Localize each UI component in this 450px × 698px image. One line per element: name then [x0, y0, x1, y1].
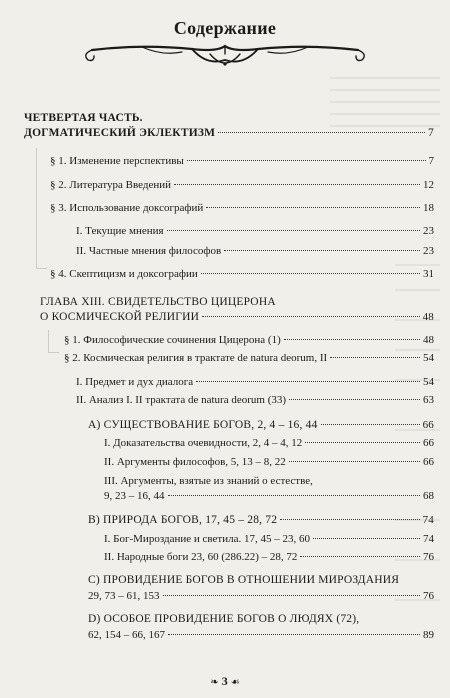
page-ref: 76 [423, 551, 434, 563]
page-ref: 66 [423, 437, 434, 449]
chapter-title-line2: О КОСМИЧЕСКОЙ РЕЛИГИИ [40, 311, 200, 323]
toc-entry-part4[interactable] [24, 127, 434, 140]
entry-title: I. Текущие мнения [76, 225, 164, 237]
leader-dots [218, 132, 425, 133]
toc-entry-a1[interactable] [104, 437, 434, 450]
toc-entry-c2-1[interactable] [76, 376, 434, 389]
entry-title-line1: III. Аргументы, взятые из знаний о естестве, [104, 475, 313, 487]
page-ref: 63 [423, 394, 434, 406]
entry-title-line1: D) ОСОБОЕ ПРОВИДЕНИЕ БОГОВ О ЛЮДЯХ (72), [88, 613, 360, 625]
toc-entry-a2[interactable] [104, 456, 434, 469]
page-ref: 76 [423, 590, 434, 602]
page-ref: 12 [423, 179, 434, 191]
entry-title: I. Бог-Мироздание и светила. 17, 45 – 23, 60 [104, 533, 310, 545]
page-ref: 48 [422, 311, 434, 323]
leader-dots [202, 316, 420, 317]
leader-dots [289, 399, 420, 400]
leader-dots [284, 339, 420, 340]
part-title-line1: ЧЕТВЕРТАЯ ЧАСТЬ. [24, 112, 143, 124]
leader-dots [224, 250, 420, 251]
ornament-left-icon: ❧ [210, 677, 219, 688]
toc-entry-ch13[interactable] [40, 311, 434, 324]
entry-title: II. Частные мнения философов [76, 245, 222, 257]
entry-title: § 4. Скептицизм и доксографии [50, 268, 198, 280]
toc-entry-a3[interactable] [104, 490, 434, 503]
toc-entry-s2[interactable] [50, 179, 434, 192]
entry-title: II. Анализ I. II трактата de natura deorum (33) [76, 394, 287, 406]
leader-dots [330, 357, 420, 358]
page-ref: 89 [423, 629, 434, 641]
leader-dots [305, 442, 420, 443]
entry-title: В) ПРИРОДА БОГОВ, 17, 45 – 28, 72 [88, 514, 278, 526]
leader-dots [280, 519, 419, 520]
toc-entry-s3[interactable] [50, 202, 434, 215]
page-number [0, 674, 450, 689]
entry-title: § 3. Использование доксографий [50, 202, 204, 214]
leader-dots [174, 184, 420, 185]
page-title: Содержание [173, 18, 277, 38]
page-ref: 66 [423, 456, 434, 468]
indent-guide [48, 330, 59, 353]
entry-title-line1: С) ПРОВИДЕНИЕ БОГОВ В ОТНОШЕНИИ МИРОЗДАНИЯ [88, 574, 400, 586]
entry-title: А) СУЩЕСТВОВАНИЕ БОГОВ, 2, 4 – 16, 44 [88, 419, 318, 431]
page-ref: 74 [423, 533, 434, 545]
page-ref: 54 [423, 352, 434, 364]
page-ref: 74 [422, 514, 434, 526]
toc-entry-c1[interactable] [64, 334, 434, 347]
page-ref: 66 [422, 419, 434, 431]
toc-entry-b2[interactable] [104, 551, 434, 564]
page-number-value: 3 [221, 674, 228, 688]
toc-entry-s3-1[interactable] [76, 225, 434, 238]
leader-dots [321, 424, 420, 425]
toc-entry-b1[interactable] [104, 533, 434, 546]
leader-dots [168, 634, 420, 635]
toc-entry-b[interactable] [88, 514, 434, 527]
chapter-title-line1: ГЛАВА XIII. СВИДЕТЕЛЬСТВО ЦИЦЕРОНА [40, 296, 276, 308]
page-ref: 68 [423, 490, 434, 502]
page-ref: 18 [423, 202, 434, 214]
entry-title: § 2. Космическая религия в трактате de natura deorum, II [64, 352, 328, 364]
entry-title: I. Предмет и дух диалога [76, 376, 194, 388]
entry-title-line2: 29, 73 – 61, 153 [88, 590, 160, 602]
toc-entry-c[interactable] [88, 590, 434, 603]
toc-entry-c2[interactable] [64, 352, 434, 365]
leader-dots [289, 461, 420, 462]
toc-entry-d[interactable] [88, 629, 434, 642]
entry-title-line2: 9, 23 – 16, 44 [104, 490, 165, 502]
leader-dots [187, 160, 426, 161]
ornament-right-icon: ☙ [230, 677, 240, 688]
toc-entry-s4[interactable] [50, 268, 434, 281]
leader-dots [196, 381, 420, 382]
part-title-line2: ДОГМАТИЧЕСКИЙ ЭКЛЕКТИЗМ [24, 127, 216, 139]
indent-guide [36, 148, 47, 269]
entry-title: § 1. Изменение перспективы [50, 155, 184, 167]
leader-dots [201, 273, 420, 274]
toc-entry-s3-2[interactable] [76, 245, 434, 258]
page-ref: 48 [423, 334, 434, 346]
entry-title: § 2. Литература Введений [50, 179, 172, 191]
page-ref: 23 [423, 245, 434, 257]
leader-dots [167, 230, 420, 231]
leader-dots [163, 595, 421, 596]
leader-dots [300, 556, 420, 557]
page-ref: 7 [428, 155, 434, 167]
leader-dots [168, 495, 421, 496]
page-ref: 54 [423, 376, 434, 388]
page-ref: 7 [428, 127, 434, 139]
entry-title: II. Аргументы философов, 5, 13 – 8, 22 [104, 456, 286, 468]
page-ref: 23 [423, 225, 434, 237]
entry-title: § 1. Философические сочинения Цицерона (1) [64, 334, 281, 346]
entry-title-line2: 62, 154 – 66, 167 [88, 629, 165, 641]
entry-title: II. Народные боги 23, 60 (286.22) – 28, 72 [104, 551, 298, 563]
entry-title: I. Доказательства очевидности, 2, 4 – 4, 12 [104, 437, 303, 449]
leader-dots [313, 538, 420, 539]
toc-entry-a[interactable] [88, 419, 434, 432]
toc-entry-s1[interactable] [50, 155, 434, 168]
page-ref: 31 [423, 268, 434, 280]
leader-dots [206, 207, 420, 208]
toc-entry-c2-2[interactable] [76, 394, 434, 407]
